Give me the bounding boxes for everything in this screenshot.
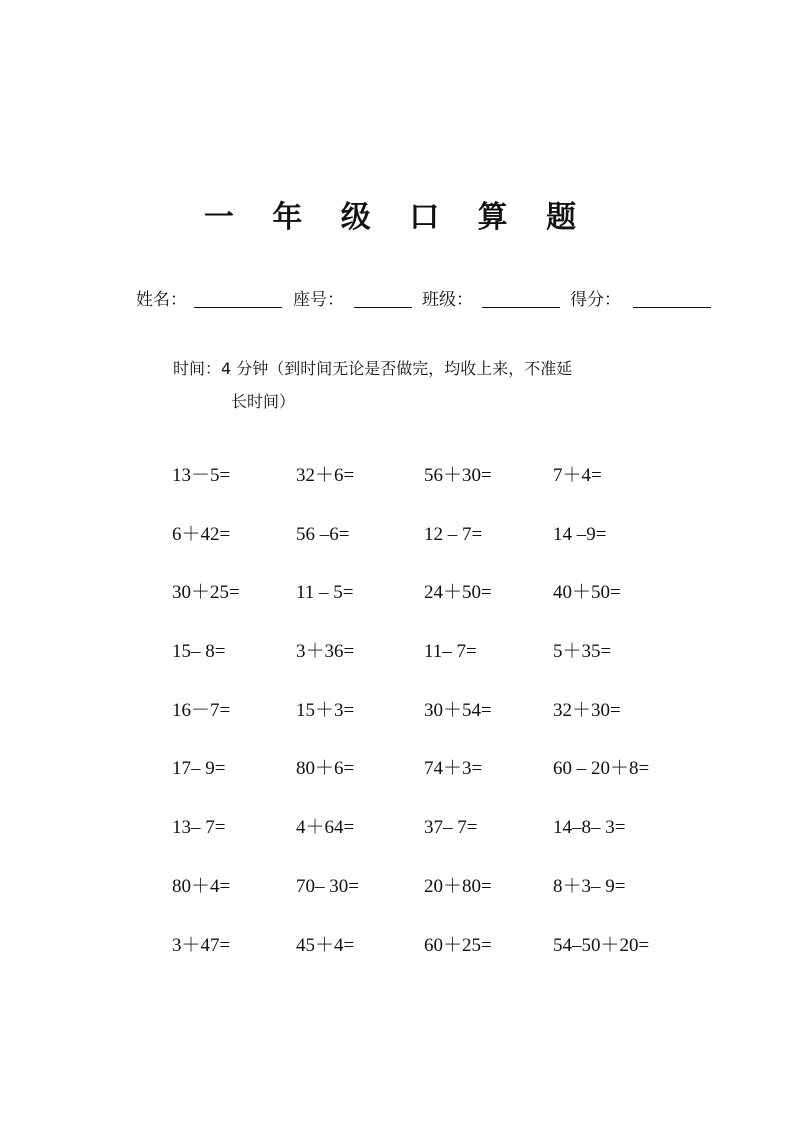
problem: 80＋4= bbox=[172, 875, 231, 897]
name-label: 姓名： bbox=[136, 290, 187, 310]
problem-row bbox=[172, 930, 692, 989]
problem: 40＋50= bbox=[553, 582, 621, 604]
problem: 60＋25= bbox=[424, 934, 492, 956]
problem: 20＋80= bbox=[424, 875, 492, 897]
problem: 32＋6= bbox=[296, 465, 355, 486]
problem-row bbox=[172, 812, 692, 871]
problem: 16－7= bbox=[172, 699, 231, 721]
problem: 11– 7= bbox=[424, 641, 477, 663]
problem: 8＋3– 9= bbox=[553, 875, 626, 897]
problem: 7＋4= bbox=[553, 465, 602, 486]
problem: 30＋25= bbox=[172, 582, 240, 604]
problem: 37– 7= bbox=[424, 817, 478, 839]
problem-row bbox=[172, 871, 692, 930]
problem: 54–50＋20= bbox=[553, 934, 650, 956]
problem: 14 –9= bbox=[553, 523, 607, 545]
problem: 14–8– 3= bbox=[553, 817, 626, 839]
seat-blank[interactable] bbox=[354, 307, 412, 308]
problem: 12 – 7= bbox=[424, 523, 483, 545]
score-label: 得分： bbox=[570, 290, 621, 310]
class-label: 班级： bbox=[422, 290, 473, 310]
problem: 30＋54= bbox=[424, 699, 492, 721]
problem: 17– 9= bbox=[172, 758, 226, 780]
score-blank[interactable] bbox=[633, 307, 711, 308]
instructions-line-1: 时间：4 分钟（到时间无论是否做完，均收上来，不准延 bbox=[173, 359, 573, 378]
problem: 24＋50= bbox=[424, 582, 492, 604]
problem: 15＋3= bbox=[296, 699, 355, 721]
problem: 3＋36= bbox=[296, 641, 355, 663]
student-info-row bbox=[136, 286, 716, 316]
problem: 56＋30= bbox=[424, 465, 492, 486]
problem-row bbox=[172, 577, 692, 636]
problem-row bbox=[172, 460, 692, 519]
problem-row bbox=[172, 695, 692, 754]
time-instructions bbox=[173, 352, 683, 418]
problem: 32＋30= bbox=[553, 699, 621, 721]
problem-row bbox=[172, 753, 692, 812]
seat-label: 座号： bbox=[293, 290, 344, 310]
problem-row bbox=[172, 519, 692, 578]
problem: 11 – 5= bbox=[296, 582, 354, 604]
problem: 5＋35= bbox=[553, 641, 612, 663]
problem: 45＋4= bbox=[296, 934, 355, 956]
problem: 3＋47= bbox=[172, 934, 231, 956]
instructions-line-2: 长时间） bbox=[231, 392, 296, 411]
problem: 15– 8= bbox=[172, 641, 226, 663]
problem-grid bbox=[172, 460, 692, 988]
problem: 74＋3= bbox=[424, 758, 483, 780]
problem: 56 –6= bbox=[296, 523, 350, 545]
problem: 13– 7= bbox=[172, 817, 226, 839]
problem-row bbox=[172, 636, 692, 695]
problem: 13－5= bbox=[172, 465, 231, 486]
problem: 6＋42= bbox=[172, 523, 231, 545]
page-title: 一 年 级 口 算 题 bbox=[203, 200, 591, 235]
problem: 80＋6= bbox=[296, 758, 355, 780]
problem: 4＋64= bbox=[296, 817, 355, 839]
name-blank[interactable] bbox=[194, 307, 282, 308]
class-blank[interactable] bbox=[482, 307, 560, 308]
problem: 70– 30= bbox=[296, 875, 359, 897]
problem: 60 – 20＋8= bbox=[553, 758, 650, 780]
